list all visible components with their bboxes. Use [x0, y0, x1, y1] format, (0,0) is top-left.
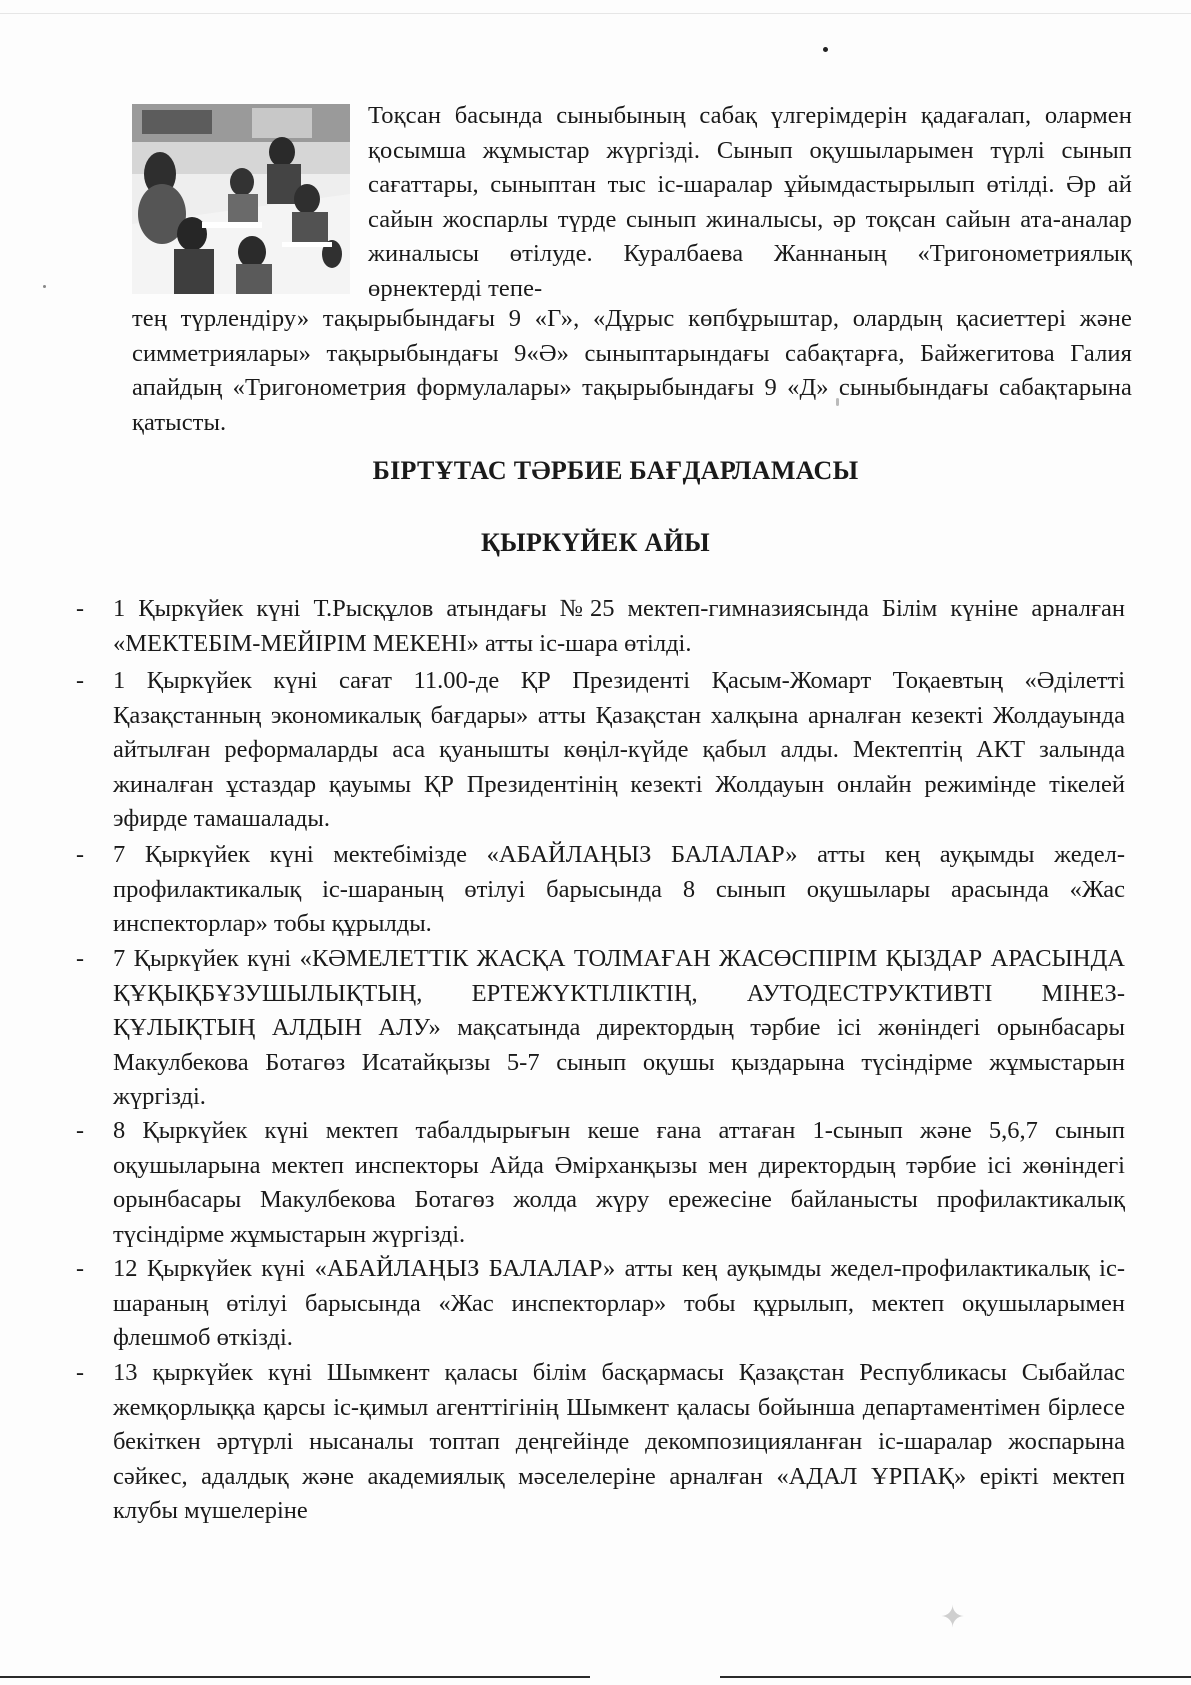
intro-paragraph-continuation: тең түрлендіру» тақырыбындағы 9 «Г», «Дұрыс көпбұрыштар, олардың қасиеттері және симметриялары» тақырыбындағы 9«Ә» сыныптарындағы сабақтарға, Байжегитова Галия апайдың «Тригонометрия формулалары» тақырыбындағы 9 «Д» сыныбындағы сабақтарына қатысты.: [132, 305, 1132, 436]
scan-top-edge: [0, 13, 1191, 14]
scan-bottom-edge: [0, 1676, 1191, 1678]
event-text: 1 Қыркүйек күні сағат 11.00-де ҚР Президенті Қасым-Жомарт Тоқаевтың «Әділетті Қазақстанның экономикалық бағдары» атты Қазақстан халқына арналған кезекті Жолдауында айтылған реформаларды аса қуанышты көңіл-күйде қабыл алды. Мектептің АКТ залында жиналған ұстаздар қауымы ҚР Президентінің кезекті Жолдауын онлайн режимінде тікелей эфирде тамашалады.: [113, 667, 1125, 832]
list-bullet: -: [76, 1256, 84, 1282]
classroom-photo: [132, 104, 350, 294]
section-heading-month: ҚЫРКҮЙЕК АЙЫ: [481, 528, 710, 557]
list-bullet: -: [76, 1118, 84, 1144]
event-text: 12 Қыркүйек күні «АБАЙЛАҢЫЗ БАЛАЛАР» атты кең ауқымды жедел-профилактикалық іс-шараның өтілуі барысында «Жас инспекторлар» тобы құрылып, мектеп оқушыларымен флешмоб өткізді.: [113, 1255, 1125, 1351]
list-bullet: -: [76, 668, 84, 694]
event-text: 7 Қыркүйек күні «КӘМЕЛЕТТІК ЖАСҚА ТОЛМАҒАН ЖАСӨСПІРІМ ҚЫЗДАР АРАСЫНДА ҚҰҚЫҚБҰЗУШЫЛЫҚТЫҢ, ЕРТЕЖҮКТІЛІКТІҢ, АУТОДЕСТРУКТИВТІ МІНЕЗ-ҚҰЛЫҚТЫҢ АЛДЫН АЛУ» мақсатында директордың тәрбие ісі жөніндегі орынбасары Макулбекова Ботагөз Исатайқызы 5-7 сынып оқушы қыздарына түсіндірме жұмыстарын жүргізді.: [113, 945, 1125, 1110]
scan-speck: [43, 285, 46, 288]
intro-paragraph-beside-photo: Тоқсан басында сыныбының сабақ үлгерімдерін қадағалап, олармен қосымша жұмыстар жүргізді. Сынып оқушыларымен түрлі сынып сағаттары, сыныптан тыс іс-шаралар ұйымдастырылып өтілді. Әр ай сайын жоспарлы түрде сынып жиналысы, әр тоқсан сайын ата-аналар жиналысы өтілуде. Куралбаева Жаннаның «Тригонометриялық өрнектерді тепе-: [368, 102, 1132, 302]
list-bullet: -: [76, 596, 84, 622]
list-bullet: -: [76, 842, 84, 868]
section-heading-program: БІРТҰТАС ТӘРБИЕ БАҒДАРЛАМАСЫ: [372, 456, 859, 485]
event-text: 13 қыркүйек күні Шымкент қаласы білім басқармасы Қазақстан Республикасы Сыбайлас жемқорлыққа қарсы іс-қимыл агенттігінің Шымкент қаласы бойынша департаментімен бірлесе бекіткен әртүрлі нысаналы топтап деңгейінде декомпозицияланған іс-шаралар жоспарына сәйкес, адалдық және академиялық мәселелеріне арналған «АДАЛ ҰРПАҚ» ерікті мектеп клубы мүшелеріне: [113, 1359, 1125, 1524]
scan-smudge: ✦: [940, 1601, 966, 1634]
event-text: 1 Қыркүйек күні Т.Рысқұлов атындағы №25 мектеп-гимназиясында Білім күніне арналған «МЕКТЕБІМ-МЕЙІРІМ МЕКЕНІ» атты іс-шара өтілді.: [113, 595, 1125, 657]
event-text: 7 Қыркүйек күні мектебімізде «АБАЙЛАҢЫЗ БАЛАЛАР» атты кең ауқымды жедел-профилактикалық іс-шараның өтілуі барысында 8 сынып оқушылары арасында «Жас инспекторлар» тобы құрылды.: [113, 841, 1125, 937]
scan-speck: [823, 47, 828, 52]
event-text: 8 Қыркүйек күні мектеп табалдырығын кеше ғана аттаған 1-сынып және 5,6,7 сынып оқушыларына мектеп инспекторы Айда Әмірханқызы мен директордың тәрбие ісі жөніндегі орынбасары Макулбекова Ботагөз жолда жүру ережесіне байланысты профилактикалық түсіндірме жұмыстарын жүргізді.: [113, 1117, 1125, 1248]
list-bullet: -: [76, 946, 84, 972]
list-bullet: -: [76, 1360, 84, 1386]
